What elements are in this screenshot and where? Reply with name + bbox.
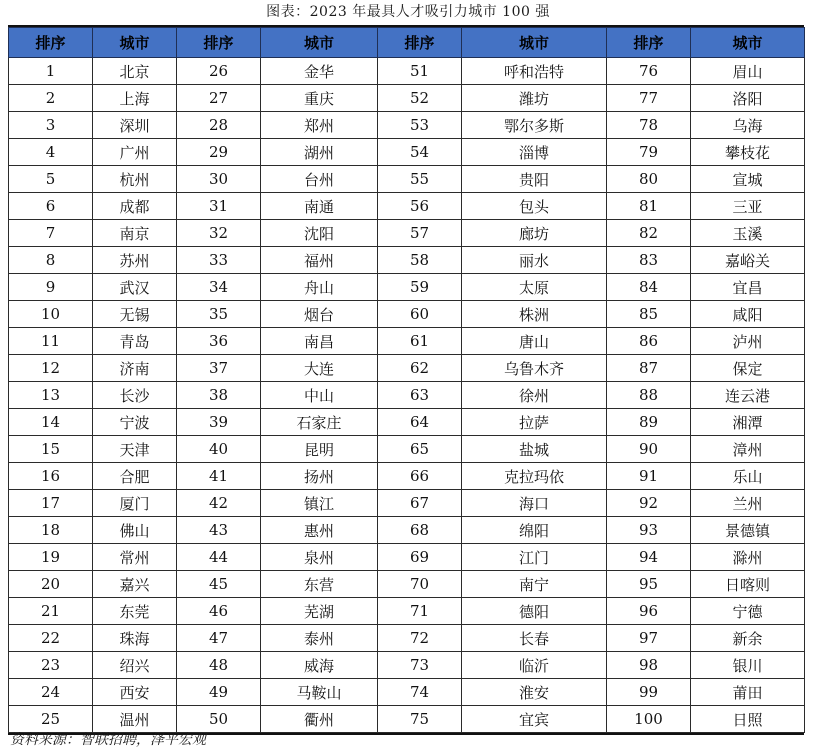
rank-cell: 23 bbox=[9, 652, 93, 679]
header-rank: 排序 bbox=[378, 28, 462, 58]
rank-cell: 35 bbox=[177, 301, 261, 328]
city-cell: 包头 bbox=[462, 193, 607, 220]
city-cell: 湘潭 bbox=[691, 409, 805, 436]
rank-cell: 71 bbox=[378, 598, 462, 625]
table-row bbox=[9, 490, 805, 517]
city-cell: 广州 bbox=[93, 139, 177, 166]
table-row bbox=[9, 166, 805, 193]
city-cell: 滁州 bbox=[691, 544, 805, 571]
table-row bbox=[9, 301, 805, 328]
city-cell: 嘉兴 bbox=[93, 571, 177, 598]
rank-cell: 89 bbox=[607, 409, 691, 436]
city-cell: 惠州 bbox=[261, 517, 378, 544]
rank-cell: 59 bbox=[378, 274, 462, 301]
city-cell: 长春 bbox=[462, 625, 607, 652]
city-cell: 重庆 bbox=[261, 85, 378, 112]
rank-cell: 33 bbox=[177, 247, 261, 274]
city-cell: 芜湖 bbox=[261, 598, 378, 625]
rank-cell: 61 bbox=[378, 328, 462, 355]
header-city: 城市 bbox=[691, 28, 805, 58]
table-row bbox=[9, 571, 805, 598]
city-cell: 常州 bbox=[93, 544, 177, 571]
city-cell: 温州 bbox=[93, 706, 177, 733]
rank-cell: 30 bbox=[177, 166, 261, 193]
city-cell: 天津 bbox=[93, 436, 177, 463]
header-rank: 排序 bbox=[607, 28, 691, 58]
rank-cell: 49 bbox=[177, 679, 261, 706]
city-cell: 海口 bbox=[462, 490, 607, 517]
rank-cell: 11 bbox=[9, 328, 93, 355]
header-rank: 排序 bbox=[177, 28, 261, 58]
table-row bbox=[9, 409, 805, 436]
rank-cell: 67 bbox=[378, 490, 462, 517]
city-cell: 长沙 bbox=[93, 382, 177, 409]
city-cell: 珠海 bbox=[93, 625, 177, 652]
city-cell: 兰州 bbox=[691, 490, 805, 517]
city-cell: 唐山 bbox=[462, 328, 607, 355]
rank-cell: 50 bbox=[177, 706, 261, 733]
city-cell: 郑州 bbox=[261, 112, 378, 139]
rank-cell: 41 bbox=[177, 463, 261, 490]
rank-cell: 63 bbox=[378, 382, 462, 409]
city-cell: 镇江 bbox=[261, 490, 378, 517]
city-cell: 嘉峪关 bbox=[691, 247, 805, 274]
rank-cell: 84 bbox=[607, 274, 691, 301]
city-cell: 绍兴 bbox=[93, 652, 177, 679]
city-cell: 东营 bbox=[261, 571, 378, 598]
header-city: 城市 bbox=[261, 28, 378, 58]
rank-cell: 83 bbox=[607, 247, 691, 274]
rank-cell: 37 bbox=[177, 355, 261, 382]
table-row bbox=[9, 274, 805, 301]
rank-cell: 90 bbox=[607, 436, 691, 463]
table-caption: 图表：2023 年最具人才吸引力城市 100 强 bbox=[266, 4, 550, 20]
rank-cell: 98 bbox=[607, 652, 691, 679]
rank-cell: 40 bbox=[177, 436, 261, 463]
rank-cell: 99 bbox=[607, 679, 691, 706]
city-cell: 景德镇 bbox=[691, 517, 805, 544]
city-cell: 大连 bbox=[261, 355, 378, 382]
city-cell: 德阳 bbox=[462, 598, 607, 625]
city-cell: 宁波 bbox=[93, 409, 177, 436]
city-cell: 昆明 bbox=[261, 436, 378, 463]
rank-cell: 77 bbox=[607, 85, 691, 112]
rank-cell: 92 bbox=[607, 490, 691, 517]
rank-cell: 26 bbox=[177, 58, 261, 85]
rank-cell: 16 bbox=[9, 463, 93, 490]
city-cell: 西安 bbox=[93, 679, 177, 706]
table-row bbox=[9, 328, 805, 355]
rank-cell: 48 bbox=[177, 652, 261, 679]
city-cell: 福州 bbox=[261, 247, 378, 274]
rank-cell: 38 bbox=[177, 382, 261, 409]
rank-cell: 5 bbox=[9, 166, 93, 193]
city-cell: 乌海 bbox=[691, 112, 805, 139]
city-cell: 泉州 bbox=[261, 544, 378, 571]
city-cell: 宜昌 bbox=[691, 274, 805, 301]
rank-cell: 100 bbox=[607, 706, 691, 733]
rank-cell: 2 bbox=[9, 85, 93, 112]
city-ranking-table bbox=[8, 27, 805, 733]
ranking-table-container bbox=[8, 25, 804, 735]
city-cell: 舟山 bbox=[261, 274, 378, 301]
rank-cell: 60 bbox=[378, 301, 462, 328]
city-cell: 台州 bbox=[261, 166, 378, 193]
table-row bbox=[9, 517, 805, 544]
rank-cell: 62 bbox=[378, 355, 462, 382]
rank-cell: 96 bbox=[607, 598, 691, 625]
rank-cell: 1 bbox=[9, 58, 93, 85]
rank-cell: 68 bbox=[378, 517, 462, 544]
rank-cell: 29 bbox=[177, 139, 261, 166]
rank-cell: 32 bbox=[177, 220, 261, 247]
rank-cell: 76 bbox=[607, 58, 691, 85]
rank-cell: 12 bbox=[9, 355, 93, 382]
rank-cell: 73 bbox=[378, 652, 462, 679]
rank-cell: 7 bbox=[9, 220, 93, 247]
city-cell: 武汉 bbox=[93, 274, 177, 301]
rank-cell: 47 bbox=[177, 625, 261, 652]
header-rank: 排序 bbox=[9, 28, 93, 58]
table-row bbox=[9, 463, 805, 490]
rank-cell: 97 bbox=[607, 625, 691, 652]
table-row bbox=[9, 220, 805, 247]
city-cell: 金华 bbox=[261, 58, 378, 85]
rank-cell: 44 bbox=[177, 544, 261, 571]
rank-cell: 58 bbox=[378, 247, 462, 274]
rank-cell: 66 bbox=[378, 463, 462, 490]
city-cell: 泸州 bbox=[691, 328, 805, 355]
rank-cell: 75 bbox=[378, 706, 462, 733]
header-city: 城市 bbox=[93, 28, 177, 58]
city-cell: 佛山 bbox=[93, 517, 177, 544]
table-row bbox=[9, 193, 805, 220]
rank-cell: 15 bbox=[9, 436, 93, 463]
city-cell: 衢州 bbox=[261, 706, 378, 733]
city-cell: 宣城 bbox=[691, 166, 805, 193]
city-cell: 银川 bbox=[691, 652, 805, 679]
rank-cell: 43 bbox=[177, 517, 261, 544]
rank-cell: 88 bbox=[607, 382, 691, 409]
city-cell: 济南 bbox=[93, 355, 177, 382]
table-row bbox=[9, 544, 805, 571]
table-body bbox=[9, 58, 805, 733]
city-cell: 宁德 bbox=[691, 598, 805, 625]
rank-cell: 80 bbox=[607, 166, 691, 193]
city-cell: 南通 bbox=[261, 193, 378, 220]
rank-cell: 19 bbox=[9, 544, 93, 571]
city-cell: 宜宾 bbox=[462, 706, 607, 733]
city-cell: 苏州 bbox=[93, 247, 177, 274]
city-cell: 上海 bbox=[93, 85, 177, 112]
rank-cell: 74 bbox=[378, 679, 462, 706]
rank-cell: 54 bbox=[378, 139, 462, 166]
rank-cell: 85 bbox=[607, 301, 691, 328]
rank-cell: 13 bbox=[9, 382, 93, 409]
city-cell: 莆田 bbox=[691, 679, 805, 706]
city-cell: 株洲 bbox=[462, 301, 607, 328]
rank-cell: 78 bbox=[607, 112, 691, 139]
rank-cell: 6 bbox=[9, 193, 93, 220]
rank-cell: 72 bbox=[378, 625, 462, 652]
city-cell: 威海 bbox=[261, 652, 378, 679]
city-cell: 日喀则 bbox=[691, 571, 805, 598]
rank-cell: 51 bbox=[378, 58, 462, 85]
table-row bbox=[9, 58, 805, 85]
rank-cell: 82 bbox=[607, 220, 691, 247]
city-cell: 太原 bbox=[462, 274, 607, 301]
rank-cell: 45 bbox=[177, 571, 261, 598]
city-cell: 廊坊 bbox=[462, 220, 607, 247]
city-cell: 沈阳 bbox=[261, 220, 378, 247]
rank-cell: 57 bbox=[378, 220, 462, 247]
rank-cell: 10 bbox=[9, 301, 93, 328]
table-row bbox=[9, 247, 805, 274]
rank-cell: 20 bbox=[9, 571, 93, 598]
rank-cell: 70 bbox=[378, 571, 462, 598]
table-row bbox=[9, 85, 805, 112]
city-cell: 杭州 bbox=[93, 166, 177, 193]
city-cell: 中山 bbox=[261, 382, 378, 409]
city-cell: 乐山 bbox=[691, 463, 805, 490]
city-cell: 克拉玛依 bbox=[462, 463, 607, 490]
rank-cell: 46 bbox=[177, 598, 261, 625]
city-cell: 眉山 bbox=[691, 58, 805, 85]
city-cell: 淄博 bbox=[462, 139, 607, 166]
city-cell: 拉萨 bbox=[462, 409, 607, 436]
city-cell: 盐城 bbox=[462, 436, 607, 463]
city-cell: 潍坊 bbox=[462, 85, 607, 112]
city-cell: 厦门 bbox=[93, 490, 177, 517]
source-note: 资料来源：智联招聘，泽平宏观 bbox=[10, 732, 206, 748]
table-row bbox=[9, 436, 805, 463]
rank-cell: 4 bbox=[9, 139, 93, 166]
table-row bbox=[9, 625, 805, 652]
city-cell: 湖州 bbox=[261, 139, 378, 166]
rank-cell: 14 bbox=[9, 409, 93, 436]
city-cell: 成都 bbox=[93, 193, 177, 220]
city-cell: 呼和浩特 bbox=[462, 58, 607, 85]
city-cell: 绵阳 bbox=[462, 517, 607, 544]
city-cell: 马鞍山 bbox=[261, 679, 378, 706]
city-cell: 石家庄 bbox=[261, 409, 378, 436]
rank-cell: 65 bbox=[378, 436, 462, 463]
rank-cell: 79 bbox=[607, 139, 691, 166]
city-cell: 洛阳 bbox=[691, 85, 805, 112]
city-cell: 无锡 bbox=[93, 301, 177, 328]
rank-cell: 52 bbox=[378, 85, 462, 112]
rank-cell: 28 bbox=[177, 112, 261, 139]
table-row bbox=[9, 382, 805, 409]
rank-cell: 87 bbox=[607, 355, 691, 382]
rank-cell: 17 bbox=[9, 490, 93, 517]
rank-cell: 22 bbox=[9, 625, 93, 652]
city-cell: 新余 bbox=[691, 625, 805, 652]
city-cell: 北京 bbox=[93, 58, 177, 85]
table-row bbox=[9, 112, 805, 139]
rank-cell: 95 bbox=[607, 571, 691, 598]
city-cell: 贵阳 bbox=[462, 166, 607, 193]
city-cell: 咸阳 bbox=[691, 301, 805, 328]
city-cell: 扬州 bbox=[261, 463, 378, 490]
city-cell: 连云港 bbox=[691, 382, 805, 409]
city-cell: 日照 bbox=[691, 706, 805, 733]
rank-cell: 9 bbox=[9, 274, 93, 301]
city-cell: 鄂尔多斯 bbox=[462, 112, 607, 139]
city-cell: 玉溪 bbox=[691, 220, 805, 247]
table-row bbox=[9, 652, 805, 679]
city-cell: 丽水 bbox=[462, 247, 607, 274]
city-cell: 泰州 bbox=[261, 625, 378, 652]
rank-cell: 91 bbox=[607, 463, 691, 490]
header-city: 城市 bbox=[462, 28, 607, 58]
rank-cell: 21 bbox=[9, 598, 93, 625]
rank-cell: 3 bbox=[9, 112, 93, 139]
rank-cell: 25 bbox=[9, 706, 93, 733]
rank-cell: 93 bbox=[607, 517, 691, 544]
city-cell: 攀枝花 bbox=[691, 139, 805, 166]
city-cell: 江门 bbox=[462, 544, 607, 571]
city-cell: 乌鲁木齐 bbox=[462, 355, 607, 382]
city-cell: 东莞 bbox=[93, 598, 177, 625]
city-cell: 徐州 bbox=[462, 382, 607, 409]
rank-cell: 94 bbox=[607, 544, 691, 571]
rank-cell: 24 bbox=[9, 679, 93, 706]
city-cell: 深圳 bbox=[93, 112, 177, 139]
city-cell: 南宁 bbox=[462, 571, 607, 598]
rank-cell: 39 bbox=[177, 409, 261, 436]
rank-cell: 53 bbox=[378, 112, 462, 139]
city-cell: 合肥 bbox=[93, 463, 177, 490]
city-cell: 青岛 bbox=[93, 328, 177, 355]
rank-cell: 86 bbox=[607, 328, 691, 355]
rank-cell: 27 bbox=[177, 85, 261, 112]
rank-cell: 36 bbox=[177, 328, 261, 355]
city-cell: 保定 bbox=[691, 355, 805, 382]
rank-cell: 8 bbox=[9, 247, 93, 274]
rank-cell: 56 bbox=[378, 193, 462, 220]
city-cell: 淮安 bbox=[462, 679, 607, 706]
city-cell: 烟台 bbox=[261, 301, 378, 328]
table-header-row bbox=[9, 28, 805, 58]
city-cell: 临沂 bbox=[462, 652, 607, 679]
rank-cell: 69 bbox=[378, 544, 462, 571]
rank-cell: 18 bbox=[9, 517, 93, 544]
city-cell: 南昌 bbox=[261, 328, 378, 355]
table-row bbox=[9, 139, 805, 166]
city-cell: 三亚 bbox=[691, 193, 805, 220]
rank-cell: 55 bbox=[378, 166, 462, 193]
rank-cell: 31 bbox=[177, 193, 261, 220]
rank-cell: 64 bbox=[378, 409, 462, 436]
table-row bbox=[9, 598, 805, 625]
rank-cell: 42 bbox=[177, 490, 261, 517]
city-cell: 南京 bbox=[93, 220, 177, 247]
city-cell: 漳州 bbox=[691, 436, 805, 463]
rank-cell: 81 bbox=[607, 193, 691, 220]
table-row bbox=[9, 355, 805, 382]
rank-cell: 34 bbox=[177, 274, 261, 301]
table-row bbox=[9, 679, 805, 706]
